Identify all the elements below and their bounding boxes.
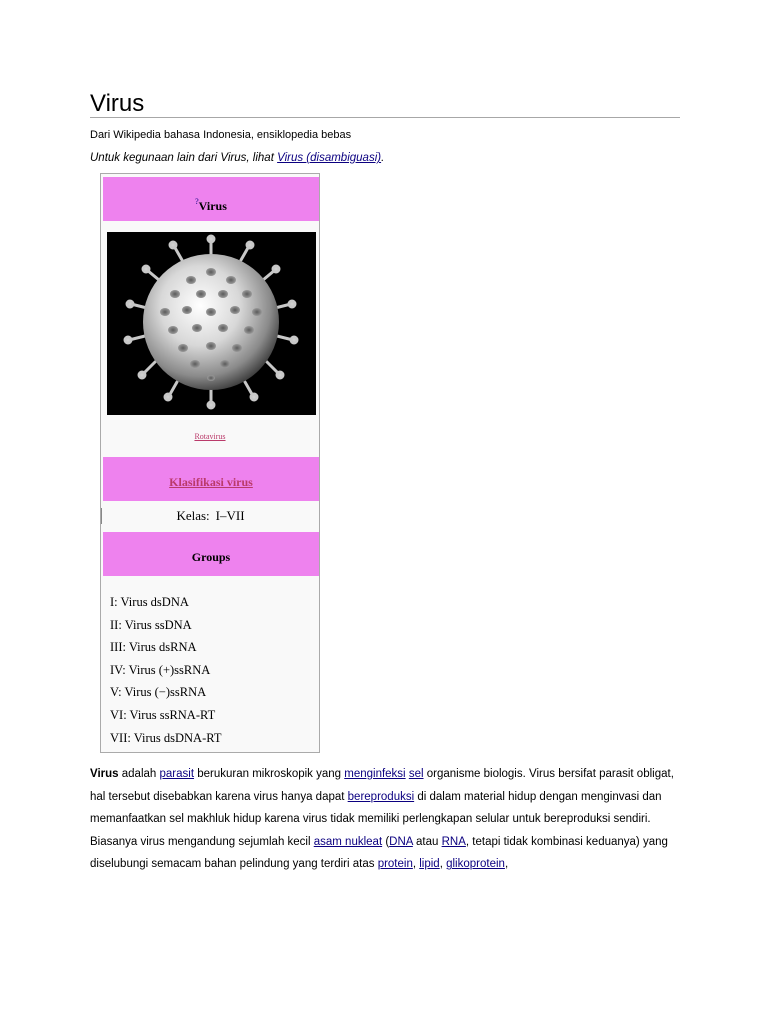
disambiguation-link[interactable]: Virus (disambiguasi) bbox=[277, 152, 382, 164]
site-subtitle: Dari Wikipedia bahasa Indonesia, ensiklopedia bebas bbox=[90, 129, 352, 141]
classification-link[interactable]: Klasifikasi virus bbox=[169, 475, 253, 489]
link-menginfeksi[interactable]: menginfeksi bbox=[344, 768, 406, 780]
group-item: II: Virus ssDNA bbox=[110, 617, 192, 632]
group-item: VII: Virus dsDNA-RT bbox=[110, 730, 222, 745]
page-title: Virus bbox=[90, 90, 680, 118]
group-item: III: Virus dsRNA bbox=[110, 640, 197, 655]
infobox-edit-marker[interactable]: ? bbox=[195, 197, 199, 206]
text: , bbox=[439, 858, 447, 871]
rotavirus-link[interactable]: Rotavirus bbox=[194, 432, 226, 441]
link-glikoprotein[interactable]: glikoprotein bbox=[446, 858, 505, 871]
rotavirus-image[interactable] bbox=[107, 232, 316, 415]
hatnote-text: Untuk kegunaan lain dari Virus, lihat bbox=[90, 152, 278, 164]
link-parasit[interactable]: parasit bbox=[159, 768, 195, 780]
text: di dalam material hidup dengan menginvasi dan memanfaatkan sel makhluk hidup karena virus tidak memiliki perlengkapan selular untuk bereproduksi sendiri. Biasanya virus mengandung sejumlah kecil bbox=[90, 790, 662, 848]
text: adalah bbox=[118, 768, 160, 780]
groups-list bbox=[110, 591, 221, 749]
kelas-value: I–VII bbox=[215, 508, 245, 523]
link-sel[interactable]: sel bbox=[408, 768, 424, 780]
group-item: I: Virus dsDNA bbox=[110, 595, 189, 609]
link-lipid[interactable]: lipid bbox=[419, 858, 440, 871]
kelas-row bbox=[101, 508, 319, 524]
text: atau bbox=[412, 835, 442, 848]
group-item: V: Virus (−)ssRNA bbox=[110, 685, 207, 700]
virus-illustration bbox=[107, 232, 316, 415]
bold-term: Virus bbox=[90, 768, 119, 780]
text: , tetapi tidak kombinasi keduanya) yang diselubungi semacam bahan pelindung yang terdiri atas bbox=[90, 835, 668, 871]
intro-paragraph bbox=[90, 763, 680, 876]
text: , bbox=[504, 858, 509, 871]
group-item: VI: Virus ssRNA-RT bbox=[110, 707, 216, 722]
text: berukuran mikroskopik yang bbox=[194, 768, 345, 780]
kelas-label: Kelas: bbox=[176, 508, 210, 523]
image-caption bbox=[101, 432, 319, 442]
link-dna[interactable]: DNA bbox=[389, 835, 413, 848]
link-asam-nukleat[interactable]: asam nukleat bbox=[313, 835, 383, 848]
link-bereproduksi[interactable]: bereproduksi bbox=[347, 790, 415, 803]
link-protein[interactable]: protein bbox=[377, 858, 413, 871]
text: organisme biologis. Virus bersifat parasit obligat, hal tersebut disebabkan karena virus hanya dapat bbox=[90, 768, 674, 803]
infobox-title-text: Virus bbox=[198, 199, 227, 213]
infobox bbox=[100, 173, 320, 753]
classification-header bbox=[103, 457, 319, 501]
hatnote-suffix: . bbox=[381, 152, 385, 164]
text: , bbox=[412, 858, 420, 871]
infobox-title bbox=[103, 177, 319, 221]
link-rna[interactable]: RNA bbox=[441, 835, 466, 848]
hatnote bbox=[90, 151, 384, 165]
text: ( bbox=[382, 835, 390, 848]
group-item: IV: Virus (+)ssRNA bbox=[110, 662, 211, 677]
groups-header: Groups bbox=[103, 532, 319, 576]
